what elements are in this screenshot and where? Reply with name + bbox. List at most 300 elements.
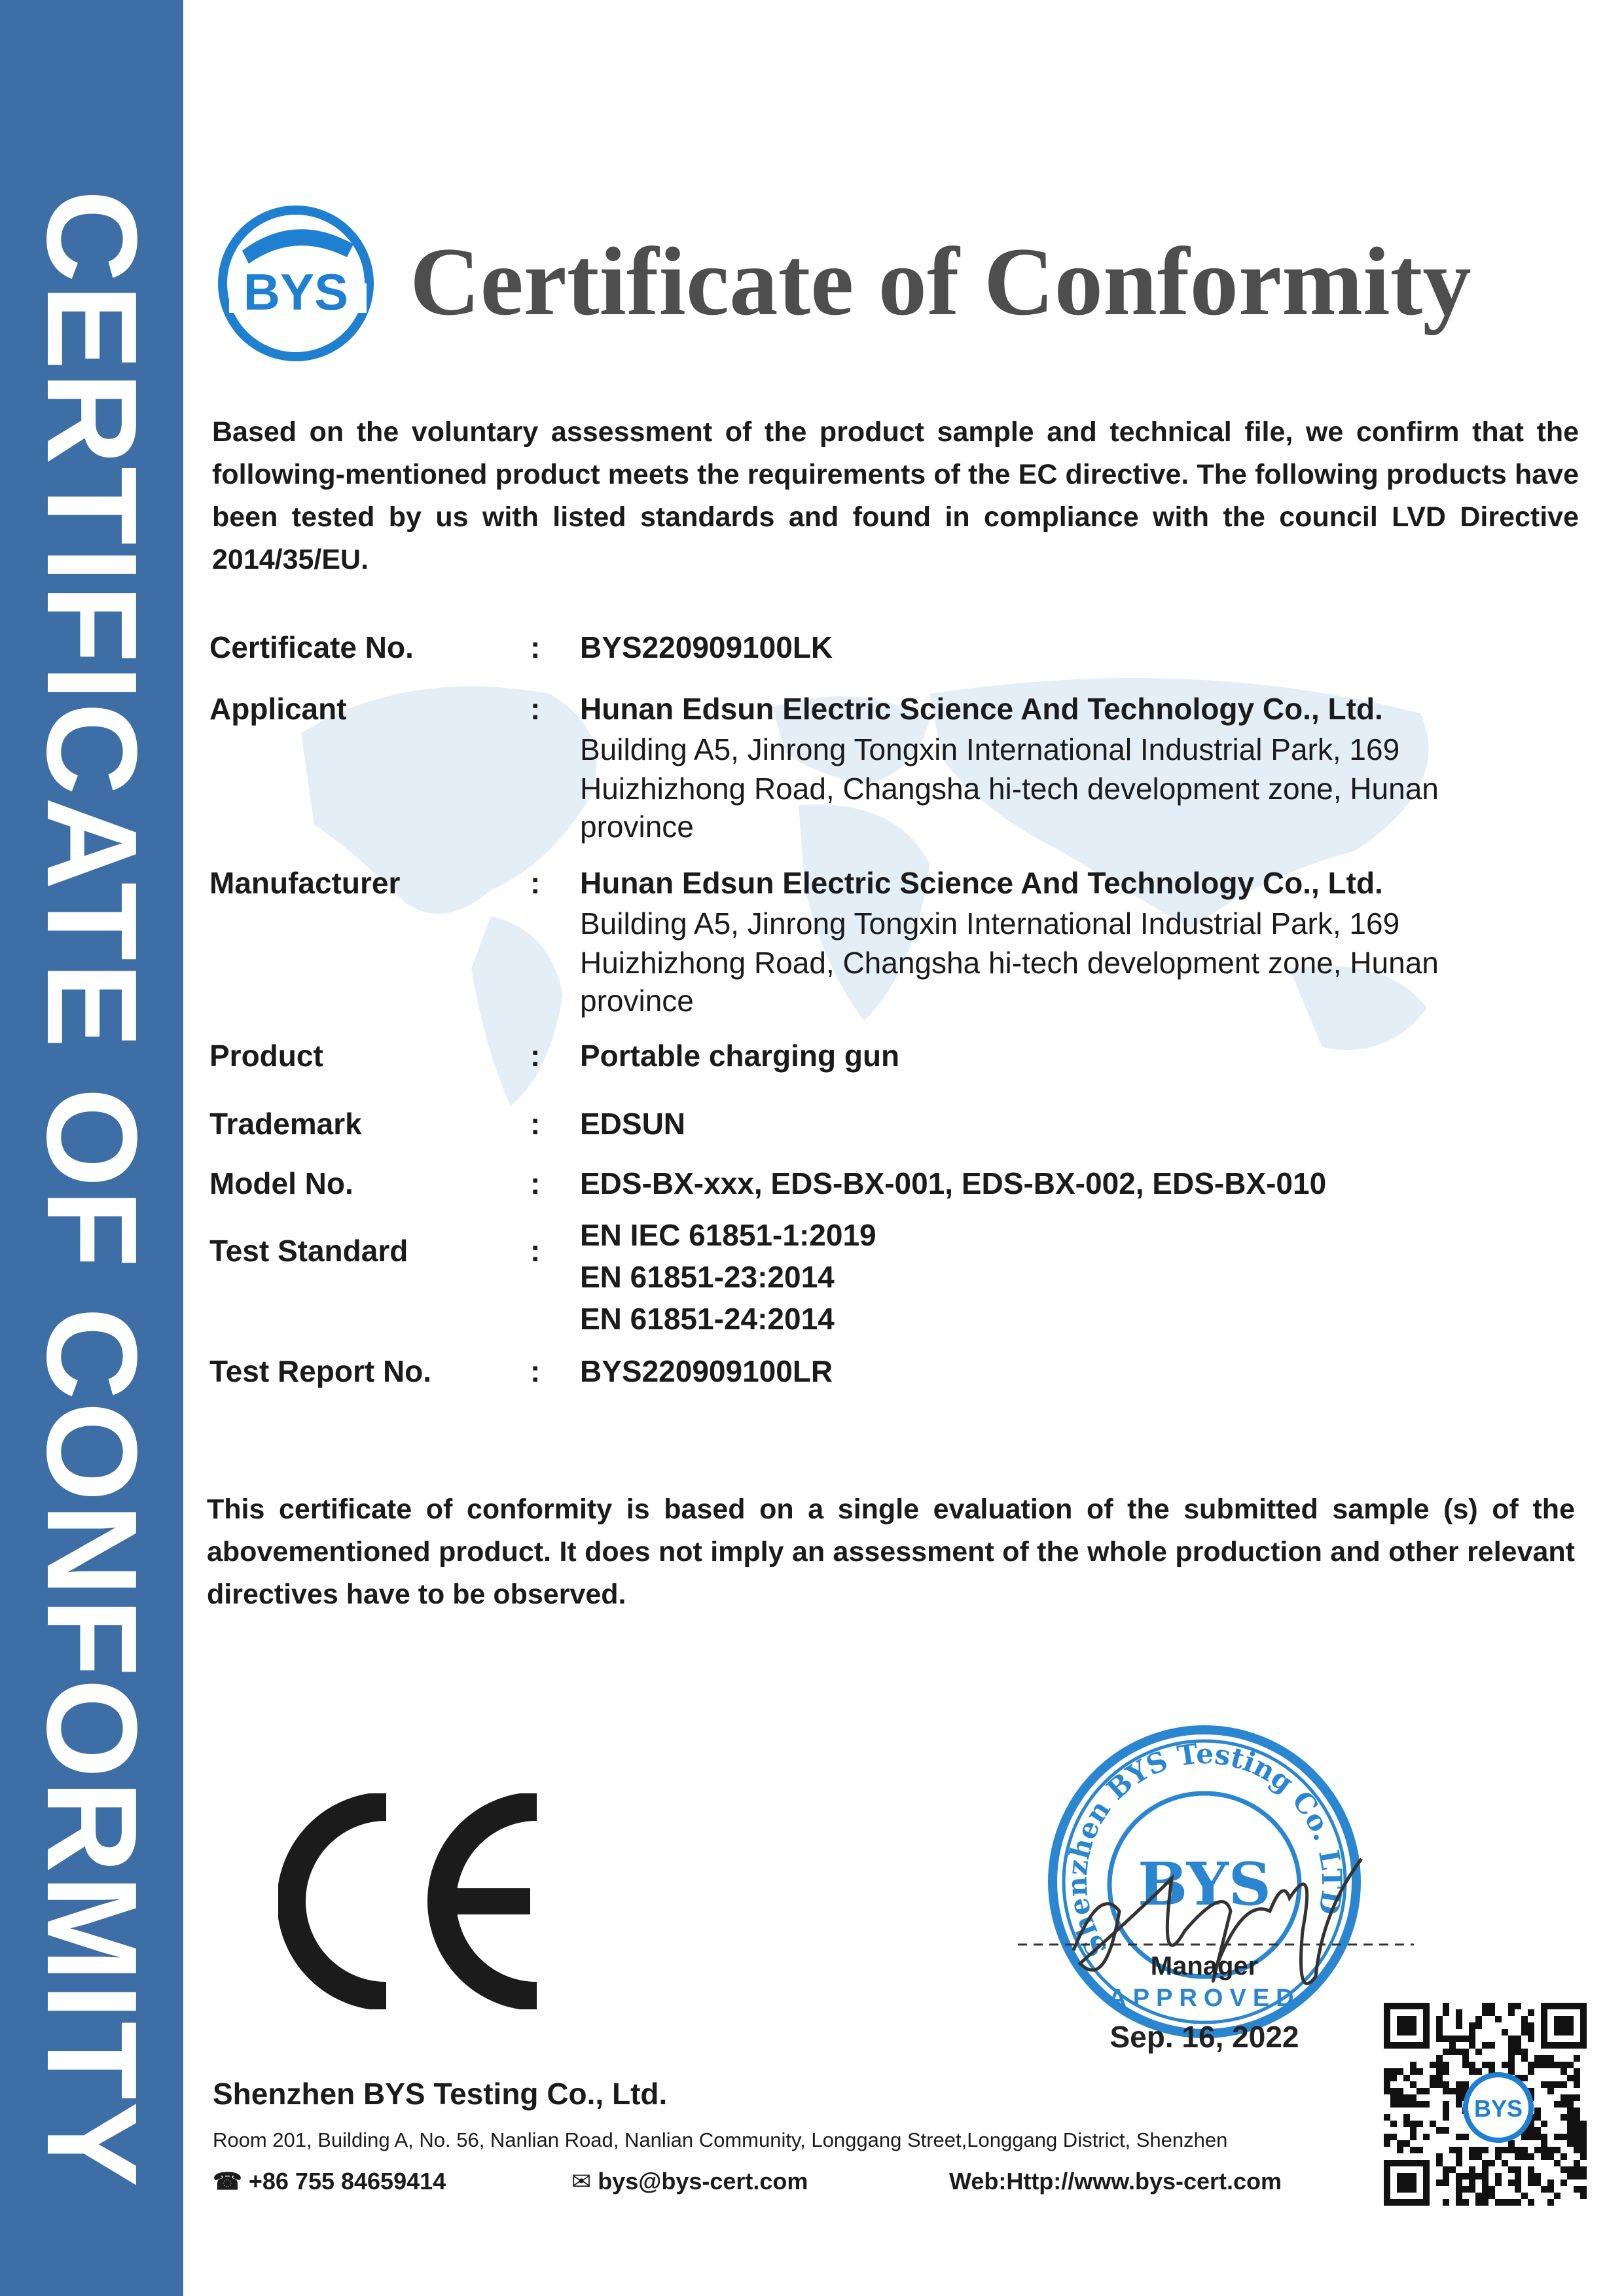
- qr-module: [1495, 2147, 1502, 2153]
- qr-module: [1580, 2121, 1587, 2127]
- qr-module: [1534, 2134, 1541, 2140]
- qr-module: [1430, 2081, 1436, 2088]
- qr-module: [1561, 2134, 1567, 2140]
- qr-module: [1449, 2049, 1456, 2055]
- qr-module: [1528, 2173, 1534, 2179]
- qr-module: [1456, 2134, 1462, 2140]
- qr-module: [1495, 2153, 1502, 2160]
- qr-module: [1397, 2088, 1403, 2094]
- qr-module: [1567, 2140, 1574, 2147]
- qr-module: [1430, 2075, 1436, 2081]
- qr-module: [1515, 2036, 1521, 2042]
- qr-module: [1574, 2055, 1580, 2062]
- field-value: BYS220909100LR: [580, 1354, 833, 1388]
- qr-module: [1521, 2134, 1528, 2140]
- qr-module: [1449, 2166, 1456, 2173]
- qr-module: [1475, 2153, 1482, 2160]
- qr-module: [1515, 2042, 1521, 2049]
- qr-module: [1397, 2140, 1403, 2147]
- qr-module: [1534, 2173, 1541, 2179]
- closing-paragraph: This certificate of conformity is based on a single evaluation of the submitted sample (s) of the abovementioned product. It does not imply an assessment of the whole production and other relevant directives have to be observed.: [207, 1494, 1575, 1610]
- qr-module: [1574, 2075, 1580, 2081]
- qr-module: [1390, 2088, 1397, 2094]
- qr-module: [1390, 2101, 1397, 2108]
- qr-module: [1495, 2199, 1502, 2206]
- qr-module: [1580, 2147, 1587, 2153]
- qr-module: [1502, 2029, 1508, 2036]
- qr-module: [1574, 2173, 1580, 2179]
- footer-company-name: Shenzhen BYS Testing Co., Ltd.: [213, 2077, 668, 2111]
- qr-module: [1462, 2055, 1469, 2062]
- qr-module: [1436, 2127, 1443, 2134]
- qr-module: [1423, 2088, 1430, 2094]
- qr-module: [1384, 2088, 1390, 2094]
- qr-module: [1541, 2121, 1547, 2127]
- qr-module: [1436, 2022, 1443, 2029]
- qr-module: [1482, 2160, 1489, 2166]
- qr-module: [1541, 2062, 1547, 2068]
- qr-module: [1482, 2173, 1489, 2179]
- qr-module: [1462, 2134, 1469, 2140]
- qr-module: [1443, 2127, 1449, 2134]
- qr-module: [1456, 2036, 1462, 2042]
- qr-module: [1534, 2114, 1541, 2121]
- qr-module: [1541, 2055, 1547, 2062]
- qr-module: [1561, 2101, 1567, 2108]
- qr-module: [1561, 2094, 1567, 2101]
- qr-module: [1436, 2016, 1443, 2022]
- qr-module: [1541, 2186, 1547, 2193]
- qr-module: [1489, 2003, 1495, 2009]
- qr-module: [1528, 2036, 1534, 2042]
- qr-module: [1482, 2042, 1489, 2049]
- qr-module: [1547, 2062, 1554, 2068]
- qr-module: [1515, 2186, 1521, 2193]
- qr-module: [1482, 2009, 1489, 2016]
- qr-module: [1436, 2036, 1443, 2042]
- qr-module: [1489, 2186, 1495, 2193]
- qr-module: [1508, 2049, 1515, 2055]
- qr-module: [1521, 2075, 1528, 2081]
- qr-module: [1410, 2101, 1416, 2108]
- qr-module: [1561, 2114, 1567, 2121]
- qr-code[interactable]: [1384, 2003, 1587, 2206]
- qr-module: [1456, 2088, 1462, 2094]
- manager-label: Manager: [1150, 1952, 1259, 1981]
- footer-phone: [213, 2168, 446, 2195]
- field-label: Certificate No.: [209, 630, 414, 664]
- stamp-approved-text: APPROVED: [1108, 1984, 1301, 2012]
- approval-stamp: [1008, 1715, 1427, 2055]
- qr-module: [1574, 2134, 1580, 2140]
- qr-module: [1462, 2186, 1469, 2193]
- qr-module: [1469, 2153, 1475, 2160]
- qr-module: [1528, 2179, 1534, 2186]
- field-colon: :: [530, 1234, 541, 1268]
- qr-module: [1475, 2173, 1482, 2179]
- field-label: Test Standard: [209, 1234, 408, 1268]
- qr-module: [1528, 2022, 1534, 2029]
- qr-module: [1436, 2153, 1443, 2160]
- qr-module: [1489, 2193, 1495, 2199]
- qr-logo-text: BYS: [1473, 2095, 1523, 2122]
- field-label: Product: [209, 1039, 323, 1073]
- qr-module: [1410, 2062, 1416, 2068]
- qr-module: [1528, 2166, 1534, 2173]
- standard-value: EN IEC 61851-1:2019: [580, 1218, 876, 1252]
- qr-module: [1443, 2166, 1449, 2173]
- qr-module: [1515, 2166, 1521, 2173]
- qr-module: [1410, 2081, 1416, 2088]
- qr-module: [1508, 2003, 1515, 2009]
- qr-module: [1561, 2153, 1567, 2160]
- qr-module: [1390, 2094, 1397, 2101]
- qr-module: [1403, 2140, 1410, 2147]
- qr-module: [1515, 2153, 1521, 2160]
- qr-module: [1541, 2147, 1547, 2153]
- qr-module: [1456, 2199, 1462, 2206]
- qr-module: [1547, 2199, 1554, 2206]
- qr-module: [1489, 2042, 1495, 2049]
- qr-module: [1508, 2140, 1515, 2147]
- address-line: Huizhizhong Road, Changsha hi-tech development zone, Hunan: [580, 772, 1439, 806]
- field-colon: :: [530, 1039, 541, 1073]
- qr-module: [1482, 2193, 1489, 2199]
- field-label: Test Report No.: [209, 1354, 432, 1388]
- address-line: province: [580, 984, 694, 1018]
- field-label: Applicant: [209, 692, 347, 726]
- qr-module: [1482, 2166, 1489, 2173]
- qr-module: [1469, 2042, 1475, 2049]
- qr-module: [1567, 2062, 1574, 2068]
- qr-module: [1390, 2121, 1397, 2127]
- qr-module: [1436, 2029, 1443, 2036]
- qr-module: [1469, 2186, 1475, 2193]
- qr-module: [1567, 2108, 1574, 2114]
- qr-module: [1436, 2055, 1443, 2062]
- qr-module: [1456, 2160, 1462, 2166]
- qr-module: [1410, 2121, 1416, 2127]
- qr-module: [1456, 2081, 1462, 2088]
- qr-module: [1547, 2153, 1554, 2160]
- qr-module: [1508, 2068, 1515, 2075]
- qr-module: [1508, 2055, 1515, 2062]
- qr-module: [1580, 2134, 1587, 2140]
- qr-module: [1574, 2121, 1580, 2127]
- qr-module: [1416, 2101, 1423, 2108]
- footer-email[interactable]: [571, 2168, 808, 2195]
- qr-module: [1456, 2094, 1462, 2101]
- qr-module: [1384, 2140, 1390, 2147]
- qr-module: [1443, 2003, 1449, 2009]
- signature-date: Sep. 16, 2022: [1110, 2020, 1299, 2054]
- qr-module: [1390, 2134, 1397, 2140]
- qr-module: [1482, 2179, 1489, 2186]
- qr-module: [1449, 2042, 1456, 2049]
- field-value: Hunan Edsun Electric Science And Technology Co., Ltd.: [580, 692, 1383, 726]
- qr-module: [1502, 2062, 1508, 2068]
- qr-module: [1443, 2173, 1449, 2179]
- field-label: Manufacturer: [209, 866, 401, 900]
- qr-module: [1489, 2160, 1495, 2166]
- qr-module: [1528, 2068, 1534, 2075]
- qr-module: [1554, 2062, 1561, 2068]
- qr-module: [1397, 2101, 1403, 2108]
- qr-module: [1580, 2193, 1587, 2199]
- qr-module: [1521, 2029, 1528, 2036]
- qr-module: [1528, 2199, 1534, 2206]
- qr-module: [1449, 2147, 1456, 2153]
- field-value: EDS-BX-xxx, EDS-BX-001, EDS-BX-002, EDS-BX-010: [580, 1166, 1327, 1200]
- qr-module: [1436, 2068, 1443, 2075]
- qr-module: [1397, 2068, 1403, 2075]
- qr-module: [1508, 2199, 1515, 2206]
- qr-module: [1449, 2088, 1456, 2094]
- qr-module: [1410, 2094, 1416, 2101]
- qr-module: [1475, 2147, 1482, 2153]
- field-value: Hunan Edsun Electric Science And Technology Co., Ltd.: [580, 866, 1383, 900]
- qr-module: [1567, 2075, 1574, 2081]
- address-line: Building A5, Jinrong Tongxin International Industrial Park, 169: [580, 906, 1400, 941]
- qr-module: [1449, 2036, 1456, 2042]
- qr-module: [1475, 2193, 1482, 2199]
- qr-module: [1534, 2062, 1541, 2068]
- qr-module: [1567, 2173, 1574, 2179]
- qr-module: [1456, 2009, 1462, 2016]
- qr-finder-core: [1554, 2016, 1574, 2036]
- field-colon: :: [530, 1166, 541, 1200]
- qr-module: [1416, 2068, 1423, 2075]
- qr-module: [1574, 2166, 1580, 2173]
- qr-module: [1574, 2108, 1580, 2114]
- qr-module: [1502, 2147, 1508, 2153]
- qr-module: [1528, 2029, 1534, 2036]
- phone-icon: ☎: [213, 2168, 242, 2195]
- qr-module: [1456, 2153, 1462, 2160]
- qr-module: [1515, 2003, 1521, 2009]
- qr-module: [1443, 2009, 1449, 2016]
- qr-module: [1561, 2081, 1567, 2088]
- qr-module: [1554, 2081, 1561, 2088]
- qr-module: [1475, 2049, 1482, 2055]
- qr-module: [1502, 2160, 1508, 2166]
- qr-module: [1482, 2062, 1489, 2068]
- address-line: Huizhizhong Road, Changsha hi-tech development zone, Hunan: [580, 946, 1439, 980]
- qr-module: [1436, 2075, 1443, 2081]
- qr-module: [1567, 2094, 1574, 2101]
- qr-module: [1574, 2068, 1580, 2075]
- qr-module: [1547, 2088, 1554, 2094]
- field-label: Model No.: [209, 1166, 353, 1200]
- qr-module: [1508, 2166, 1515, 2173]
- ce-mark: [278, 1793, 547, 2009]
- sidebar-vertical-title: CERTIFICATE OF CONFORMITY: [20, 190, 164, 2189]
- qr-module: [1403, 2114, 1410, 2121]
- qr-module: [1397, 2147, 1403, 2153]
- sidebar-band: [0, 0, 183, 2296]
- address-line: province: [580, 810, 694, 844]
- qr-module: [1508, 2009, 1515, 2016]
- qr-module: [1423, 2134, 1430, 2140]
- qr-module: [1489, 2009, 1495, 2016]
- qr-module: [1574, 2081, 1580, 2088]
- qr-module: [1534, 2055, 1541, 2062]
- qr-module: [1469, 2062, 1475, 2068]
- qr-module: [1580, 2153, 1587, 2160]
- qr-module: [1534, 2127, 1541, 2134]
- qr-module: [1554, 2134, 1561, 2140]
- intro-paragraph: Based on the voluntary assessment of the product sample and technical file, we confirm that the following-mentioned product meets the requirements of the EC directive. The following products have been tested by us with listed standards and found in compliance with the council LVD Directive 2014/35/EU.: [212, 416, 1579, 575]
- qr-module: [1541, 2153, 1547, 2160]
- field-colon: :: [530, 630, 541, 664]
- qr-module: [1436, 2062, 1443, 2068]
- qr-module: [1547, 2055, 1554, 2062]
- qr-module: [1521, 2016, 1528, 2022]
- qr-module: [1561, 2068, 1567, 2075]
- qr-module: [1528, 2062, 1534, 2068]
- qr-module: [1462, 2036, 1469, 2042]
- qr-module: [1521, 2147, 1528, 2153]
- page-title: Certificate of Conformity: [410, 228, 1471, 336]
- qr-module: [1574, 2140, 1580, 2147]
- field-colon: :: [530, 1107, 541, 1141]
- qr-module: [1534, 2179, 1541, 2186]
- qr-module: [1469, 2173, 1475, 2179]
- qr-module: [1515, 2049, 1521, 2055]
- qr-module: [1469, 2029, 1475, 2036]
- qr-module: [1489, 2062, 1495, 2068]
- qr-module: [1456, 2173, 1462, 2179]
- qr-module: [1541, 2140, 1547, 2147]
- qr-module: [1410, 2134, 1416, 2140]
- field-label: Trademark: [209, 1107, 362, 1141]
- qr-module: [1416, 2147, 1423, 2153]
- field-colon: :: [530, 692, 541, 726]
- qr-module: [1580, 2173, 1587, 2179]
- address-line: Building A5, Jinrong Tongxin International Industrial Park, 169: [580, 732, 1400, 766]
- qr-module: [1443, 2179, 1449, 2186]
- qr-module: [1495, 2179, 1502, 2186]
- qr-module: [1443, 2114, 1449, 2121]
- qr-module: [1482, 2003, 1489, 2009]
- qr-module: [1436, 2160, 1443, 2166]
- qr-module: [1508, 2062, 1515, 2068]
- qr-module: [1384, 2114, 1390, 2121]
- qr-module: [1469, 2147, 1475, 2153]
- qr-module: [1574, 2186, 1580, 2193]
- qr-module: [1495, 2173, 1502, 2179]
- qr-module: [1508, 2042, 1515, 2049]
- qr-module: [1410, 2127, 1416, 2134]
- qr-module: [1475, 2016, 1482, 2022]
- qr-module: [1567, 2127, 1574, 2134]
- qr-module: [1521, 2153, 1528, 2160]
- qr-module: [1541, 2081, 1547, 2088]
- qr-module: [1547, 2186, 1554, 2193]
- qr-module: [1567, 2166, 1574, 2173]
- qr-module: [1475, 2022, 1482, 2029]
- qr-module: [1469, 2068, 1475, 2075]
- qr-module: [1456, 2186, 1462, 2193]
- qr-module: [1574, 2114, 1580, 2121]
- qr-module: [1443, 2068, 1449, 2075]
- qr-module: [1574, 2094, 1580, 2101]
- qr-module: [1462, 2199, 1469, 2206]
- qr-module: [1554, 2160, 1561, 2166]
- qr-module: [1430, 2062, 1436, 2068]
- qr-module: [1397, 2094, 1403, 2101]
- qr-module: [1528, 2153, 1534, 2160]
- qr-module: [1475, 2199, 1482, 2206]
- qr-module: [1443, 2108, 1449, 2114]
- qr-module: [1515, 2199, 1521, 2206]
- qr-module: [1403, 2075, 1410, 2081]
- qr-module: [1567, 2134, 1574, 2140]
- qr-module: [1574, 2127, 1580, 2134]
- field-colon: :: [530, 1354, 541, 1388]
- qr-module: [1580, 2140, 1587, 2147]
- standard-value: EN 61851-24:2014: [580, 1302, 835, 1336]
- standard-value: EN 61851-23:2014: [580, 1260, 835, 1294]
- qr-module: [1521, 2055, 1528, 2062]
- qr-module: [1547, 2081, 1554, 2088]
- qr-module: [1561, 2062, 1567, 2068]
- qr-module: [1528, 2134, 1534, 2140]
- qr-module: [1554, 2101, 1561, 2108]
- qr-module: [1443, 2062, 1449, 2068]
- qr-module: [1456, 2179, 1462, 2186]
- qr-module: [1547, 2147, 1554, 2153]
- qr-module: [1469, 2166, 1475, 2173]
- qr-module: [1443, 2081, 1449, 2088]
- qr-module: [1521, 2193, 1528, 2199]
- qr-module: [1469, 2036, 1475, 2042]
- qr-module: [1410, 2068, 1416, 2075]
- stamp-ring-text: Shenzhen BYS Testing Co. LTD: [1060, 1738, 1348, 1963]
- phone-number: +86 755 84659414: [248, 2168, 446, 2195]
- field-value: EDSUN: [580, 1107, 686, 1141]
- qr-module: [1469, 2179, 1475, 2186]
- qr-module: [1515, 2173, 1521, 2179]
- qr-module: [1567, 2114, 1574, 2121]
- field-value: Portable charging gun: [580, 1039, 900, 1073]
- qr-module: [1580, 2166, 1587, 2173]
- qr-module: [1528, 2127, 1534, 2134]
- email-address[interactable]: bys@bys-cert.com: [598, 2168, 808, 2195]
- field-value: BYS220909100LK: [580, 630, 833, 664]
- qr-module: [1436, 2179, 1443, 2186]
- qr-module: [1430, 2121, 1436, 2127]
- field-colon: :: [530, 866, 541, 900]
- qr-module: [1482, 2186, 1489, 2193]
- qr-module: [1567, 2101, 1574, 2108]
- qr-module: [1443, 2036, 1449, 2042]
- footer-address: Room 201, Building A, No. 56, Nanlian Road, Nanlian Community, Longgang Street,Longgang District, Shenzhen: [213, 2128, 1228, 2151]
- footer-web[interactable]: Web:Http://www.bys-cert.com: [949, 2168, 1282, 2195]
- qr-module: [1456, 2147, 1462, 2153]
- qr-module: [1403, 2121, 1410, 2127]
- qr-module: [1495, 2016, 1502, 2022]
- qr-module: [1521, 2049, 1528, 2055]
- qr-module: [1423, 2101, 1430, 2108]
- qr-module: [1482, 2147, 1489, 2153]
- qr-module: [1547, 2179, 1554, 2186]
- qr-module: [1580, 2127, 1587, 2134]
- qr-module: [1574, 2147, 1580, 2153]
- qr-module: [1528, 2009, 1534, 2016]
- qr-module: [1456, 2101, 1462, 2108]
- qr-module: [1443, 2101, 1449, 2108]
